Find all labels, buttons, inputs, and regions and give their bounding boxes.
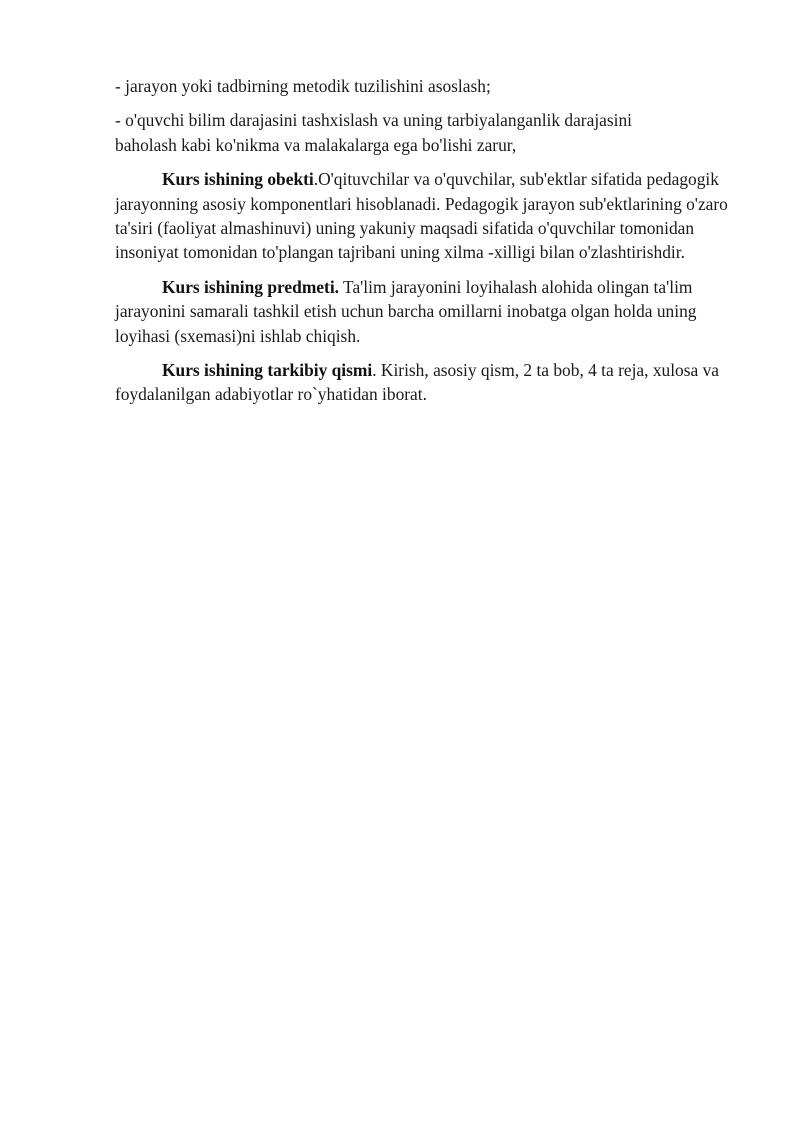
paragraph-text: .O'qituvchilar va o'quvchilar, sub'ektlar sifatida pedagogik jarayonning asosiy komponentlari hisoblanadi. Pedagogik jarayon sub'ektlarining o'zaro ta'siri (faoliyat almashinuvi) uning yakuniy maqsadi sifatida o'quvchilar tomonidan insoniyat tomonidan to'plangan tajribani uning xilma -xilligi bilan o'zlashtirishdir.: [115, 169, 728, 263]
paragraph-methodical-structure: [115, 74, 750, 98]
paragraph-diagnosis-skills: [115, 108, 750, 157]
paragraph-structure: [115, 358, 750, 407]
paragraph-text: Ta'lim jarayonini loyihalash alohida olingan ta'lim jarayonini samarali tashkil etish uchun barcha omillarni inobatga olgan holda uning loyihasi (sxemasi)ni ishlab chiqish.: [115, 276, 697, 346]
paragraph-heading: Kurs ishining obekti: [162, 169, 314, 190]
document-body: [115, 74, 750, 417]
paragraph-text: - jarayon yoki tadbirning metodik tuzilishini asoslash;: [115, 76, 491, 96]
paragraph-heading: Kurs ishining predmeti.: [162, 276, 339, 297]
paragraph-text: . Kirish, asosiy qism, 2 ta bob, 4 ta reja, xulosa va foydalanilgan adabiyotlar ro`yhatidan iborat.: [115, 360, 719, 405]
paragraph-line: - o'quvchi bilim darajasini tashxislash va uning tarbiyalanganlik darajasini: [115, 110, 632, 131]
paragraph-object: [115, 167, 750, 265]
paragraph-subject: [115, 275, 750, 348]
paragraph-heading: Kurs ishining tarkibiy qismi: [162, 360, 373, 381]
paragraph-line: baholash kabi ko'nikma va malakalarga ega bo'lishi zarur,: [115, 134, 517, 155]
